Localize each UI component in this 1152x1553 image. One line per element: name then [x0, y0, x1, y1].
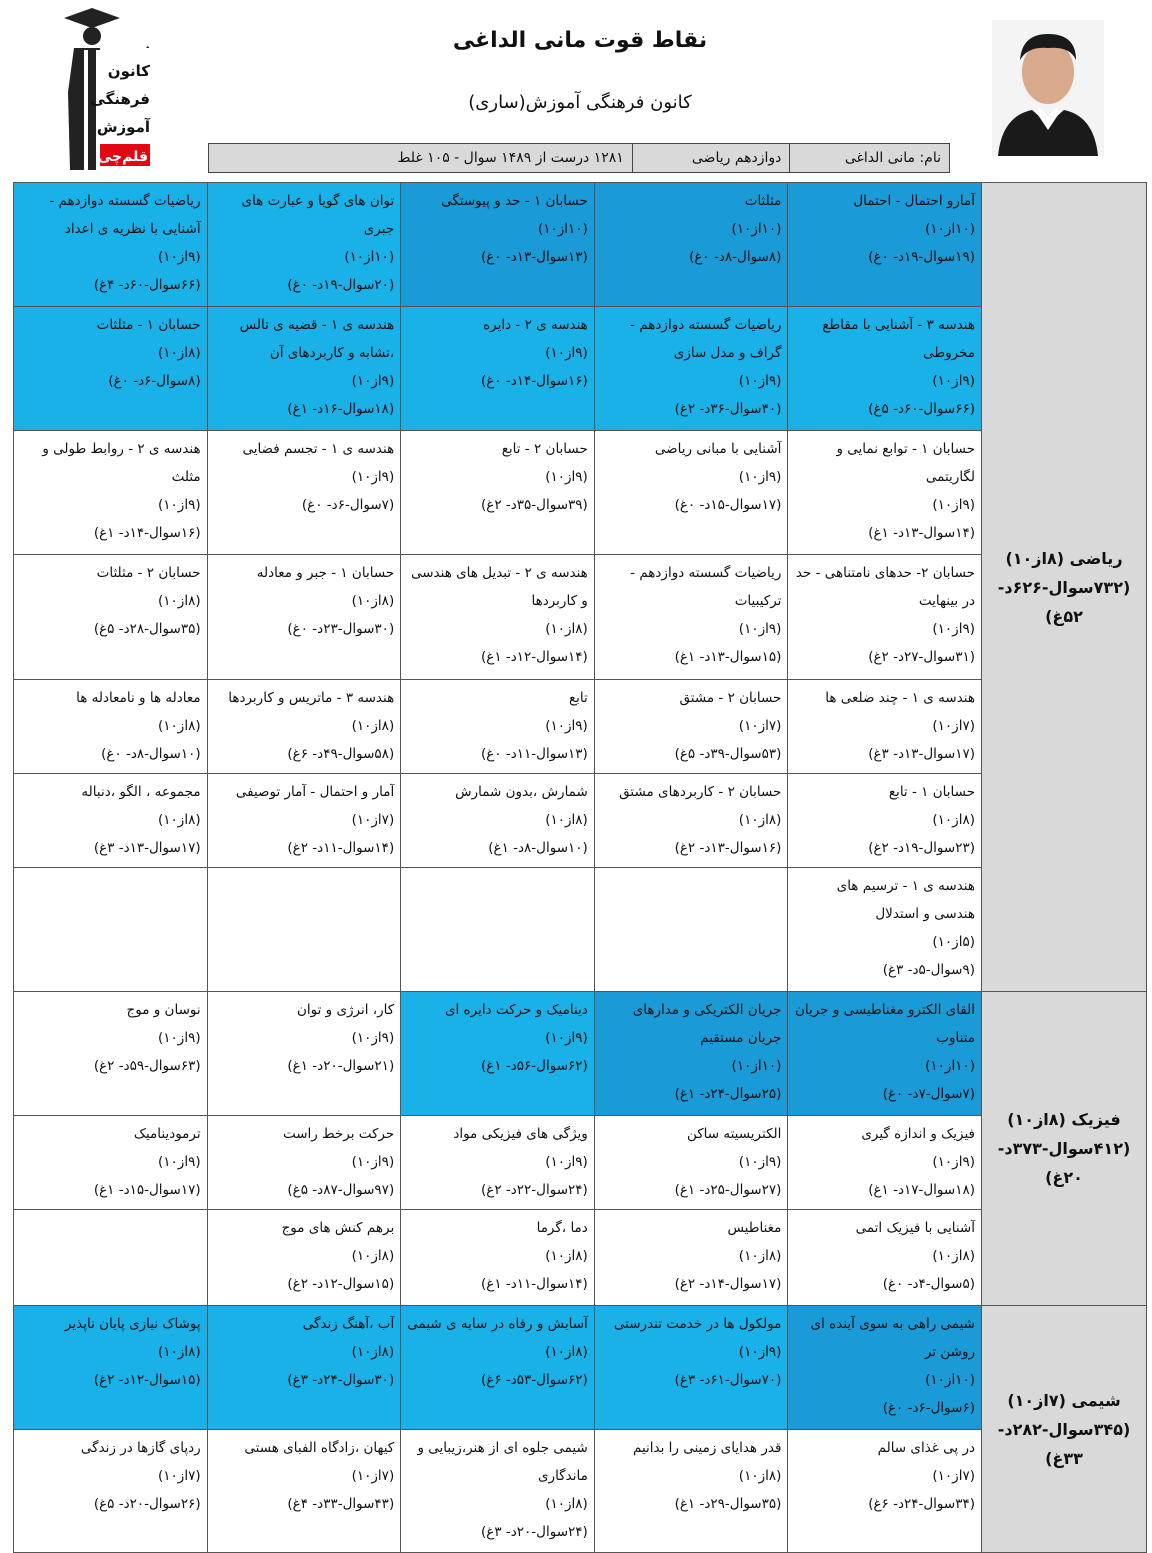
topic-cell: [594, 431, 788, 554]
topic-cell: [400, 1210, 594, 1305]
topic-score: (۹از۱۰): [545, 1030, 588, 1046]
topic-score: (۷از۱۰): [158, 1468, 201, 1484]
topic-counts: (۲۴سوال-۲۰د- ۳غ): [481, 1524, 588, 1540]
topic-counts: (۲۱سوال-۲۰د- ۱غ): [287, 1058, 395, 1074]
topic-score: (۸از۱۰): [351, 1344, 395, 1360]
topic-counts: (۱۴سوال-۱۲د- ۱غ): [481, 649, 588, 665]
student-grade: دوازدهم ریاضی: [632, 144, 790, 172]
topic-name: القای الکترو مغناطیسی و جریان متناوب: [794, 1002, 975, 1046]
topic-name: نوسان و موج: [126, 1002, 201, 1018]
topic-counts: (۹۷سوال-۸۷د- ۵غ): [287, 1182, 395, 1198]
topic-cell: [787, 992, 981, 1115]
topic-cell: [400, 992, 594, 1115]
topic-name: دینامیک و حرکت دایره ای: [444, 1002, 588, 1018]
topic-score: (۹از۱۰): [158, 1154, 201, 1170]
topic-cell: [787, 431, 981, 554]
topic-name: در پی غذای سالم: [877, 1440, 975, 1456]
topic-counts: (۱۷سوال-۱۳د- ۳غ): [868, 746, 975, 762]
topic-counts: (۲۷سوال-۲۵د- ۱غ): [674, 1182, 782, 1198]
topic-score: (۹از۱۰): [158, 249, 201, 265]
topic-score: (۹از۱۰): [545, 469, 588, 485]
topic-counts: (۵سوال-۴د- ۰غ): [882, 1276, 975, 1292]
page-subtitle: کانون فرهنگی آموزش(ساری): [468, 92, 692, 113]
table-row: [13, 992, 981, 1115]
topic-counts: (۱۷سوال-۱۴د- ۲غ): [674, 1276, 782, 1292]
topic-score: (۸از۱۰): [932, 812, 975, 828]
topic-cell: [207, 774, 401, 867]
topic-cell: [207, 1210, 401, 1305]
topic-score: (۸از۱۰): [738, 1468, 782, 1484]
topic-counts: (۱۶سوال-۱۴د- ۰غ): [481, 373, 588, 389]
topic-cell: [207, 1116, 401, 1209]
topic-score: (۷از۱۰): [738, 718, 782, 734]
topic-cell: [787, 774, 981, 867]
topic-counts: (۱۰سوال-۸د- ۱غ): [488, 840, 588, 856]
topic-counts: (۲۴سوال-۲۲د- ۲غ): [481, 1182, 588, 1198]
topic-score: (۹از۱۰): [351, 1154, 395, 1170]
topic-counts: (۲۶سوال-۲۰د- ۵غ): [93, 1496, 201, 1512]
topic-score: (۹از۱۰): [158, 1030, 201, 1046]
topic-counts: (۱۵سوال-۱۲د- ۲غ): [93, 1372, 201, 1388]
topic-name: برهم کنش های موج: [281, 1220, 395, 1236]
topic-cell: [594, 307, 788, 430]
topic-name: ردپای گازها در زندگی: [80, 1440, 201, 1456]
topic-score: (۸از۱۰): [932, 1248, 975, 1264]
topic-counts: (۱۸سوال-۱۶د- ۱غ): [287, 401, 395, 417]
topic-cell: [594, 1116, 788, 1209]
topic-name: هندسه ی ۲ - روابط طولی و مثلث: [42, 441, 201, 485]
topic-score: (۹از۱۰): [545, 1154, 588, 1170]
topic-cell: [787, 183, 981, 306]
topic-counts: (۳۰سوال-۲۳د- ۰غ): [287, 621, 395, 637]
topic-score: (۹از۱۰): [351, 469, 395, 485]
topic-name: شیمی راهی به سوی آینده ای روشن تر: [810, 1316, 975, 1360]
topic-counts: (۳۰سوال-۲۴د- ۳غ): [287, 1372, 395, 1388]
topic-name: کار، انرژی و توان: [296, 1002, 395, 1018]
topic-name: مثلثات: [744, 193, 782, 209]
topic-cell: [400, 307, 594, 430]
topic-name: حسابان ۱ - توابع نمایی و لگاریتمی: [836, 441, 975, 485]
topic-counts: (۱۵سوال-۱۲د- ۲غ): [287, 1276, 395, 1292]
topic-name: معادله ها و نامعادله ها: [76, 690, 201, 706]
topic-name: آمار و احتمال - آمار توصیفی: [235, 784, 395, 800]
topic-name: پوشاک نیازی پایان ناپذیر: [64, 1316, 201, 1332]
topic-name: آشنایی با فیزیک اتمی: [855, 1220, 975, 1236]
topic-counts: (۷۰سوال-۶۱د- ۳غ): [674, 1372, 782, 1388]
topic-score: (۷از۱۰): [351, 1468, 395, 1484]
topic-name: قدر هدایای زمینی را بدانیم: [632, 1440, 782, 1456]
topic-cell: [594, 680, 788, 773]
topic-counts: (۸سوال-۶د- ۰غ): [108, 373, 201, 389]
topic-name: مجموعه ، الگو ،دنباله: [81, 784, 201, 800]
topic-cell: [207, 307, 401, 430]
topic-counts: (۱۶سوال-۱۴د- ۱غ): [93, 525, 201, 541]
topic-score: (۱۰از۱۰): [537, 221, 588, 237]
topic-cell: [13, 1116, 207, 1209]
topic-cell: [400, 1116, 594, 1209]
topic-cell: [207, 680, 401, 773]
topic-name: حسابان ۲ - کاربردهای مشتق: [619, 784, 782, 800]
topic-cell: [594, 1210, 788, 1305]
table-row: [13, 679, 981, 773]
topic-score: (۸از۱۰): [738, 1248, 782, 1264]
report-header: [0, 0, 1152, 182]
page-title: نقاط قوت مانی الداغی: [452, 28, 708, 53]
topic-name: شمارش ،بدون شمارش: [455, 784, 588, 800]
topic-name: آمارو احتمال - احتمال: [853, 193, 975, 209]
topic-name: تابع: [568, 690, 588, 706]
empty-cell: [207, 868, 401, 991]
topic-score: (۸از۱۰): [545, 1344, 588, 1360]
topic-counts: (۱۷سوال-۱۵د- ۱غ): [93, 1182, 201, 1198]
topic-score: (۹از۱۰): [351, 373, 395, 389]
topic-cell: [787, 1116, 981, 1209]
topic-cell: [787, 1430, 981, 1552]
topic-score: (۹از۱۰): [738, 1344, 782, 1360]
topic-counts: (۶۲سوال-۵۳د- ۶غ): [481, 1372, 588, 1388]
logo-text-4: قلم‌چی: [97, 149, 148, 165]
topic-score: (۸از۱۰): [545, 621, 588, 637]
topic-score: (۸از۱۰): [545, 1496, 588, 1512]
topic-counts: (۳۴سوال-۲۴د- ۶غ): [868, 1496, 975, 1512]
topic-counts: (۲۰سوال-۱۹د- ۰غ): [287, 277, 395, 293]
topic-cell: [787, 555, 981, 679]
topic-name: مولکول ها در خدمت تندرستی: [613, 1316, 782, 1332]
topic-name: ترمودینامیک: [133, 1126, 201, 1142]
topic-score: (۹از۱۰): [932, 1154, 975, 1170]
subject-section: [13, 992, 1147, 1306]
topic-cell: [594, 555, 788, 679]
topic-score: (۷از۱۰): [932, 718, 975, 734]
topic-counts: (۱۵سوال-۱۳د- ۱غ): [674, 649, 782, 665]
topic-counts: (۳۵سوال-۲۸د- ۵غ): [93, 621, 201, 637]
topic-cell: [400, 680, 594, 773]
topic-name: هندسه ی ۲ - تبدیل های هندسی و کاربردها: [410, 565, 588, 609]
topic-score: (۹از۱۰): [738, 1154, 782, 1170]
table-row: [13, 1429, 981, 1552]
topic-score: (۹از۱۰): [738, 373, 782, 389]
student-name: نام: مانی الداغی: [789, 144, 949, 172]
topic-counts: (۴۳سوال-۳۳د- ۴غ): [287, 1496, 395, 1512]
topic-counts: (۴۰سوال-۳۶د- ۲غ): [674, 401, 782, 417]
topic-score: (۸از۱۰): [545, 1248, 588, 1264]
topic-score: (۹از۱۰): [351, 1030, 395, 1046]
topic-name: هندسه ی ۱ - تجسم فضایی: [242, 441, 395, 457]
topic-name: الکتریسیته ساکن: [686, 1126, 782, 1142]
topic-counts: (۱۷سوال-۱۵د- ۰غ): [674, 497, 782, 513]
topic-name: آسایش و رفاه در سایه ی شیمی: [407, 1316, 588, 1332]
kanoon-logo: [52, 6, 152, 170]
topic-counts: (۲۳سوال-۱۹د- ۲غ): [868, 840, 975, 856]
topic-counts: (۱۴سوال-۱۱د- ۱غ): [481, 1276, 588, 1292]
topic-score: (۸از۱۰): [158, 1344, 201, 1360]
topic-name: حرکت برخط راست: [282, 1126, 395, 1142]
logo-text-2: فرهنگی: [90, 90, 150, 108]
topic-name: هندسه ی ۱ - ترسیم های هندسی و استدلال: [836, 878, 975, 922]
topic-score: (۸از۱۰): [545, 812, 588, 828]
logo-text-3: آموزش: [96, 118, 150, 136]
topic-counts: (۱۶سوال-۱۳د- ۲غ): [674, 840, 782, 856]
topic-score: (۱۰از۱۰): [925, 221, 975, 237]
topic-name: ریاضیات گسسته دوازدهم - گراف و مدل سازی: [630, 317, 782, 361]
student-info-bar: [208, 143, 950, 173]
topic-cell: [400, 555, 594, 679]
topic-score: (۹از۱۰): [932, 497, 975, 513]
topic-cell: [13, 992, 207, 1115]
topic-counts: (۱۹سوال-۱۹د- ۰غ): [868, 249, 975, 265]
topic-cell: [400, 1430, 594, 1552]
table-row: [13, 1209, 981, 1305]
topic-score: (۱۰از۱۰): [344, 249, 395, 265]
topic-score: (۸از۱۰): [351, 593, 395, 609]
topic-cell: [787, 307, 981, 430]
topic-cell: [13, 680, 207, 773]
topic-cell: [787, 1306, 981, 1429]
topic-name: ویژگی های فیزیکی مواد: [453, 1126, 588, 1142]
table-row: [13, 1115, 981, 1209]
empty-cell: [594, 868, 788, 991]
topic-score: (۷از۱۰): [351, 812, 395, 828]
topic-cell: [787, 868, 981, 991]
table-row: [13, 430, 981, 554]
logo-text-1: کانون: [107, 62, 150, 80]
topic-counts: (۶۶سوال-۶۰د- ۵غ): [868, 401, 975, 417]
topic-score: (۹از۱۰): [932, 373, 975, 389]
topic-name: هندسه ۳ - آشنایی با مقاطع مخروطی: [822, 317, 975, 361]
topic-score: (۸از۱۰): [158, 812, 201, 828]
topic-counts: (۶۲سوال-۵۶د- ۱غ): [481, 1058, 588, 1074]
topic-counts: (۱۰سوال-۸د- ۰غ): [101, 746, 201, 762]
topic-score: (۹از۱۰): [738, 469, 782, 485]
topic-name: مغناطیس: [727, 1220, 782, 1236]
topic-cell: [13, 307, 207, 430]
subject-section: [13, 183, 1147, 992]
topic-name: توان های گویا و عبارت های جبری: [241, 193, 395, 237]
topic-cell: [400, 1306, 594, 1429]
table-row: [13, 867, 981, 991]
topic-counts: (۸سوال-۸د- ۰غ): [689, 249, 782, 265]
topic-name: حسابان ۲ - مشتق: [679, 690, 782, 706]
topic-name: هندسه ی ۲ - دایره: [483, 317, 588, 333]
topic-score: (۹از۱۰): [738, 621, 782, 637]
topic-cell: [207, 1306, 401, 1429]
topic-name: کیهان ،زادگاه الفبای هستی: [244, 1440, 395, 1456]
empty-cell: [13, 868, 207, 991]
topic-score: (۹از۱۰): [545, 345, 588, 361]
subject-section: [13, 1306, 1147, 1553]
topic-name: جریان الکتریکی و مدارهای جریان مستقیم: [632, 1002, 782, 1046]
topic-cell: [13, 1306, 207, 1429]
topic-cell: [787, 680, 981, 773]
topic-counts: (۱۳سوال-۱۱د- ۰غ): [481, 746, 588, 762]
topic-name: ریاضیات گسسته دوازدهم - ترکیبیات: [630, 565, 782, 609]
topic-counts: (۳۹سوال-۳۵د- ۲غ): [481, 497, 588, 513]
topic-cell: [207, 992, 401, 1115]
topic-counts: (۱۷سوال-۱۳د- ۳غ): [93, 840, 201, 856]
topic-name: حسابان ۱ - جبر و معادله: [256, 565, 395, 581]
table-row: [13, 306, 981, 430]
topic-name: حسابان ۲ - تابع: [501, 441, 588, 457]
topic-counts: (۵۳سوال-۳۹د- ۵غ): [674, 746, 782, 762]
table-row: [13, 1306, 981, 1429]
empty-cell: [400, 868, 594, 991]
topic-cell: [207, 431, 401, 554]
topic-name: ریاضیات گسسته دوازدهم - آشنایی با نظریه ی اعداد: [49, 193, 201, 237]
topic-counts: (۵۸سوال-۴۹د- ۶غ): [287, 746, 395, 762]
topic-score: (۸از۱۰): [158, 345, 201, 361]
topic-counts: (۷سوال-۶د- ۰غ): [301, 497, 395, 513]
topic-name: حسابان ۲ - مثلثات: [96, 565, 201, 581]
topic-cell: [400, 183, 594, 306]
topic-cell: [13, 555, 207, 679]
topic-counts: (۹سوال-۵د- ۳غ): [882, 962, 975, 978]
topic-name: هندسه ی ۱ - قضیه ی تالس ،تشابه و کاربردهای آن: [239, 317, 395, 361]
topic-cell: [400, 431, 594, 554]
topic-score: (۹از۱۰): [545, 718, 588, 734]
topic-name: فیزیک و اندازه گیری: [861, 1126, 975, 1142]
topic-counts: (۶۳سوال-۵۹د- ۲غ): [93, 1058, 201, 1074]
table-row: [13, 554, 981, 679]
topic-score: (۸از۱۰): [351, 718, 395, 734]
topic-score: (۸از۱۰): [158, 718, 201, 734]
topic-name: حسابان ۱ - حد و پیوستگی: [441, 193, 588, 209]
topic-counts: (۶سوال-۶د- ۰غ): [882, 1400, 975, 1416]
subject-summary: فیزیک (۸از۱۰) (۴۱۲سوال-۳۷۳د- ۲۰غ): [981, 992, 1147, 1305]
topic-score: (۱۰از۱۰): [731, 1058, 782, 1074]
subject-summary: ریاضی (۸از۱۰) (۷۳۲سوال-۶۲۶د- ۵۲غ): [981, 183, 1147, 991]
topic-counts: (۱۴سوال-۱۳د- ۱غ): [868, 525, 975, 541]
topic-name: آب ،آهنگ زندگی: [302, 1316, 395, 1332]
topic-cell: [207, 555, 401, 679]
topic-cell: [13, 183, 207, 306]
topic-cell: [13, 431, 207, 554]
topic-name: حسابان ۲- حدهای نامتناهی - حد در بینهایت: [795, 565, 975, 609]
topic-score: (۹از۱۰): [158, 497, 201, 513]
student-stats: ۱۲۸۱ درست از ۱۴۸۹ سوال - ۱۰۵ غلط: [397, 150, 624, 166]
topic-score: (۵از۱۰): [932, 934, 975, 950]
topic-score: (۱۰از۱۰): [925, 1372, 975, 1388]
student-photo: [992, 20, 1104, 156]
topic-score: (۸از۱۰): [158, 593, 201, 609]
topic-cell: [594, 1430, 788, 1552]
topic-cell: [400, 774, 594, 867]
topic-name: آشنایی با مبانی ریاضی: [654, 441, 782, 457]
topic-name: هندسه ۳ - ماتریس و کاربردها: [228, 690, 395, 706]
topic-cell: [207, 183, 401, 306]
topic-cell: [13, 774, 207, 867]
subject-summary: شیمی (۷از۱۰) (۳۴۵سوال-۲۸۲د- ۳۳غ): [981, 1306, 1147, 1552]
topic-name: حسابان ۱ - مثلثات: [96, 317, 201, 333]
topic-name: دما ،گرما: [536, 1220, 588, 1236]
topic-counts: (۱۳سوال-۱۳د- ۰غ): [481, 249, 588, 265]
topic-name: حسابان ۱ - تابع: [888, 784, 975, 800]
topic-cell: [594, 992, 788, 1115]
topic-score: (۸از۱۰): [351, 1248, 395, 1264]
topic-name: شیمی جلوه ای از هنر،زیبایی و ماندگاری: [417, 1440, 588, 1484]
topic-cell: [594, 183, 788, 306]
table-row: [13, 773, 981, 867]
topic-counts: (۷سوال-۷د- ۰غ): [882, 1086, 975, 1102]
topic-counts: (۳۵سوال-۲۹د- ۱غ): [674, 1496, 782, 1512]
topic-counts: (۱۴سوال-۱۱د- ۲غ): [287, 840, 395, 856]
topic-score: (۸از۱۰): [738, 812, 782, 828]
topic-counts: (۲۵سوال-۲۴د- ۱غ): [674, 1086, 782, 1102]
strengths-table: [13, 182, 1147, 1553]
table-row: [13, 183, 981, 306]
topic-counts: (۳۱سوال-۲۷د- ۲غ): [868, 649, 975, 665]
topic-name: هندسه ی ۱ - چند ضلعی ها: [825, 690, 975, 706]
topic-counts: (۶۶سوال-۶۰د- ۴غ): [93, 277, 201, 293]
empty-cell: [13, 1210, 207, 1305]
topic-score: (۹از۱۰): [932, 621, 975, 637]
topic-score: (۱۰از۱۰): [731, 221, 782, 237]
topic-cell: [207, 1430, 401, 1552]
topic-score: (۱۰از۱۰): [925, 1058, 975, 1074]
topic-cell: [594, 774, 788, 867]
topic-counts: (۱۸سوال-۱۷د- ۱غ): [868, 1182, 975, 1198]
topic-cell: [13, 1430, 207, 1552]
topic-cell: [787, 1210, 981, 1305]
topic-cell: [594, 1306, 788, 1429]
topic-score: (۷از۱۰): [932, 1468, 975, 1484]
